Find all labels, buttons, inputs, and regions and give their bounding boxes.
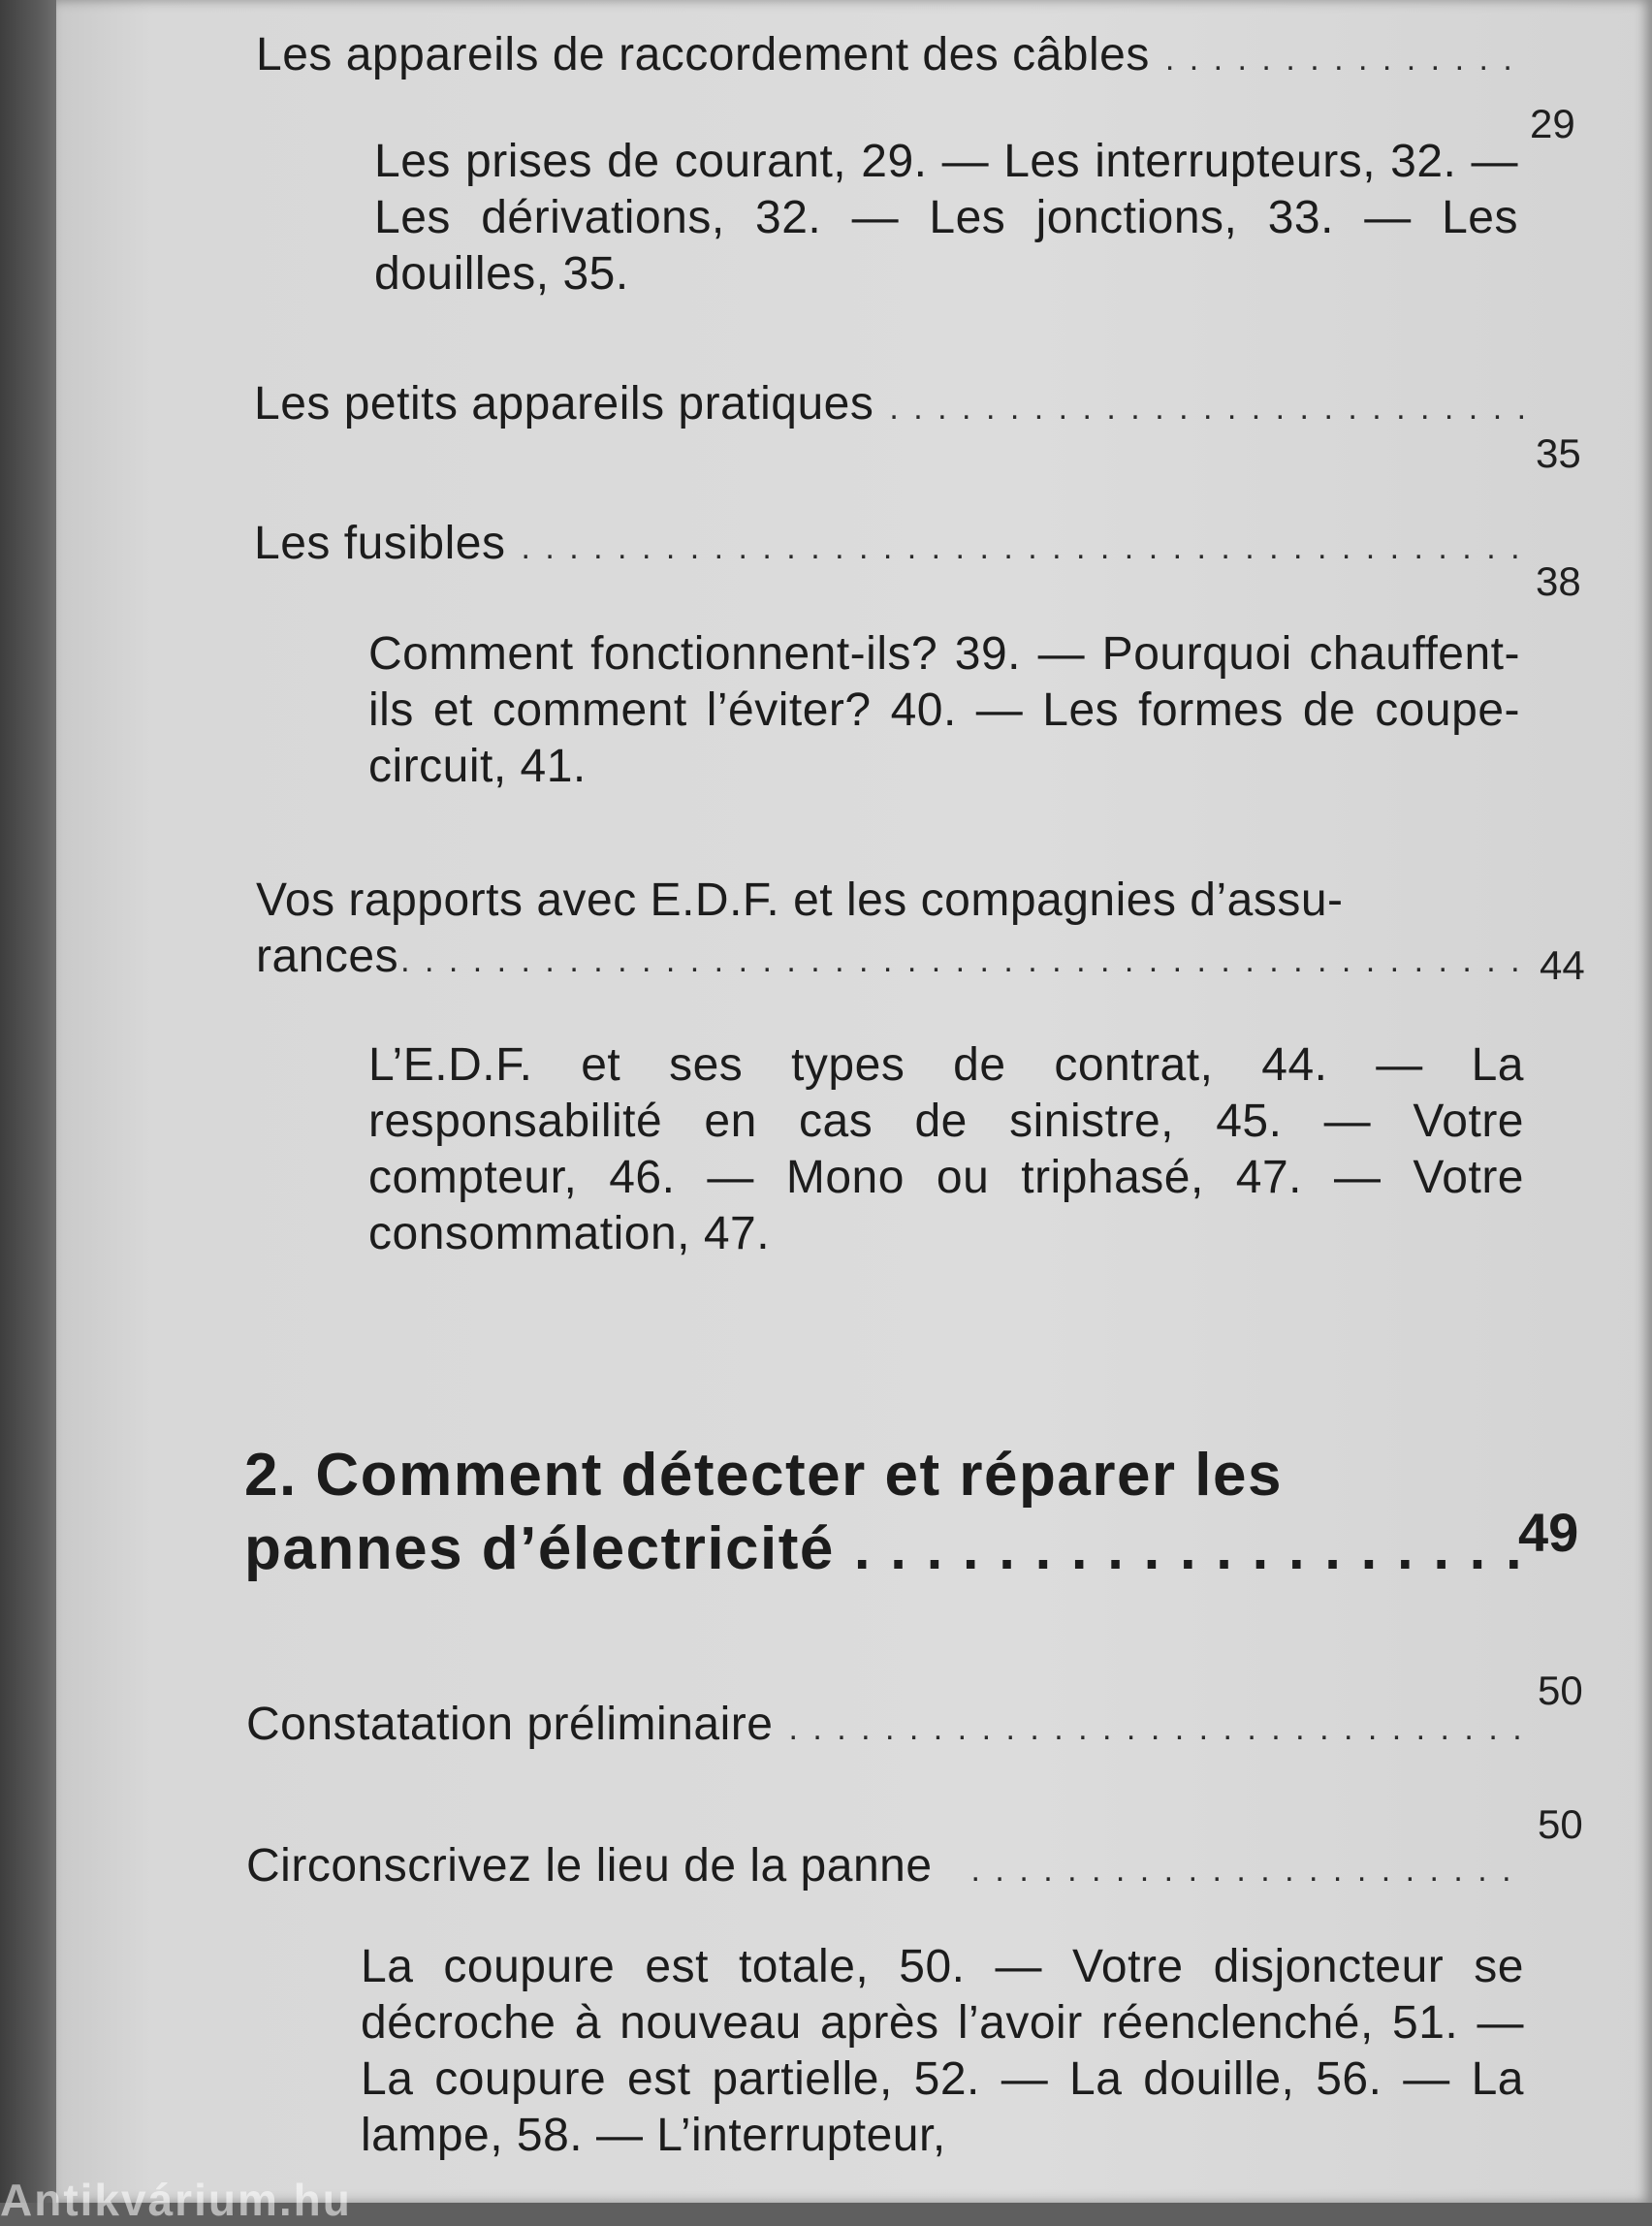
- chapter-page-number: 49: [1518, 1502, 1579, 1563]
- toc-page-number: 29: [1530, 101, 1575, 146]
- toc-entry-title: Les fusibles: [254, 518, 506, 569]
- toc-entry-petits-appareils: [254, 376, 1524, 432]
- chapter-title-line1: 2. Comment détecter et réparer les: [244, 1442, 1283, 1509]
- toc-page-number: 50: [1538, 1801, 1583, 1847]
- toc-entry-title: Les appareils de raccordement des câbles: [256, 29, 1150, 80]
- dot-leader: [1165, 27, 1524, 83]
- toc-entry-circonscrivez: [246, 1838, 1524, 1894]
- toc-entry-title: Les petits appareils pratiques: [254, 378, 874, 429]
- toc-page-number: 35: [1536, 430, 1581, 476]
- toc-entry-details: Comment fonctionnent-ils? 39. — Pourquoi chauffent-ils et comment l’éviter? 40. — Les formes de coupe-circuit, 41.: [368, 628, 1520, 792]
- toc-entry-details: Les prises de courant, 29. — Les interrupteurs, 32. — Les dérivations, 32. — Les jonctions, 33. — Les douilles, 35.: [374, 136, 1518, 300]
- toc-entry-edf: [256, 873, 1524, 985]
- dot-leader: [521, 516, 1524, 572]
- dot-leader: [971, 1838, 1524, 1894]
- chapter-title-line2: pannes d’électricité: [244, 1515, 835, 1582]
- dot-leader: [889, 376, 1524, 432]
- dot-leader: [788, 1697, 1524, 1753]
- toc-page-number: 50: [1538, 1668, 1583, 1713]
- toc-entry-title-line2: rances: [256, 931, 399, 982]
- watermark: Antikvárium.hu: [0, 2175, 352, 2225]
- toc-entry-details: L’E.D.F. et ses types de contrat, 44. — La responsabilité en cas de sinistre, 45. — Votre compteur, 46. — Mono ou triphasé, 47. — Votre consommation, 47.: [368, 1039, 1524, 1259]
- toc-entry-title: Constatation préliminaire: [246, 1699, 774, 1750]
- dot-leader: [854, 1512, 1520, 1586]
- toc-entry-title-line1: Vos rapports avec E.D.F. et les compagnies d’assu-: [256, 874, 1344, 926]
- toc-entry-details: La coupure est totale, 50. — Votre disjoncteur se décroche à nouveau après l’avoir réenclenché, 51. — La coupure est partielle, 52. — La douille, 56. — La lampe, 58. — L’interrupteur,: [361, 1941, 1524, 2161]
- toc-entry-title: Circonscrivez le lieu de la panne: [246, 1840, 933, 1892]
- dot-leader: [400, 929, 1524, 985]
- toc-entry-constatation: [246, 1697, 1524, 1753]
- book-page: [56, 0, 1652, 2203]
- toc-entry-raccordement: [256, 27, 1524, 83]
- toc-page-number: 44: [1540, 942, 1585, 988]
- toc-entry-fusibles: [254, 516, 1524, 572]
- toc-page-number: 38: [1536, 558, 1581, 604]
- chapter-heading: [244, 1439, 1520, 1586]
